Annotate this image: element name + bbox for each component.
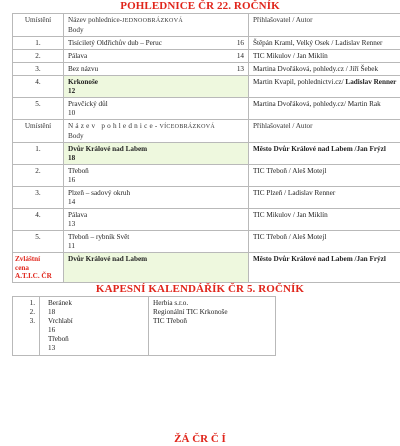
table-row bbox=[13, 231, 400, 253]
row-author: TIC Třeboň / Aleš Motejl bbox=[249, 231, 400, 253]
header-name-label: Název pohlednice- bbox=[68, 16, 122, 24]
row-name bbox=[64, 253, 249, 283]
calendar-name: Třeboň bbox=[48, 335, 144, 344]
table-row-highlighted bbox=[13, 76, 400, 98]
row-name bbox=[64, 231, 249, 253]
calendar-results-table bbox=[12, 296, 276, 356]
table-row bbox=[13, 209, 400, 231]
row-author: TIC Mikulov / Jan Miklín bbox=[249, 209, 400, 231]
heading-cut-off: ŽÁ ČR Č Í bbox=[0, 433, 400, 446]
row-name bbox=[64, 165, 249, 187]
row-score: 14 bbox=[237, 52, 244, 61]
row-score: 18 bbox=[68, 154, 244, 163]
row-score: 16 bbox=[237, 39, 244, 48]
row-author bbox=[249, 143, 400, 165]
calendar-place: 3. bbox=[17, 317, 35, 326]
calendar-score: 18 bbox=[48, 308, 144, 317]
row-score: 16 bbox=[68, 176, 244, 185]
special-label-line: Zvláštní bbox=[15, 255, 59, 264]
row-name-text: Pálava bbox=[68, 211, 87, 219]
row-author: Martina Dvořáková, pohledy.cz/ Martin Rak bbox=[249, 98, 400, 120]
row-place: 1. bbox=[13, 37, 64, 50]
special-label-line: cena bbox=[15, 264, 59, 273]
calendar-name: Beránek bbox=[48, 299, 144, 308]
special-name: Dvůr Králové nad Labem bbox=[68, 255, 147, 263]
row-place: 1. bbox=[13, 143, 64, 165]
row-name-text: Pálava bbox=[68, 52, 87, 60]
row-place: 4. bbox=[13, 76, 64, 98]
postcards-results-table bbox=[12, 13, 400, 283]
row-author-part: Martin Kvapil, pohlednictvi.cz/ bbox=[253, 78, 345, 86]
special-prize-label bbox=[13, 253, 64, 283]
row-name bbox=[64, 187, 249, 209]
special-label-line: A.T.I.C. ČR bbox=[15, 272, 59, 281]
header-name-category: JEDNOOBRÁZKOVÁ bbox=[122, 18, 183, 24]
calendar-score: 16 bbox=[48, 326, 144, 335]
row-name bbox=[64, 98, 249, 120]
header-points: Body bbox=[68, 132, 244, 141]
row-author: Štěpán Kraml, Velký Osek / Ladislav Renner bbox=[249, 37, 400, 50]
row-author-bold: Město Dvůr Králové nad Labem /Jan Frýzl bbox=[253, 145, 386, 153]
special-prize-row bbox=[13, 253, 400, 283]
header-placement: Umístění bbox=[13, 120, 64, 143]
row-name-text: Dvůr Králové nad Labem bbox=[68, 145, 147, 153]
calendar-score: 13 bbox=[48, 344, 144, 353]
table-header-row bbox=[13, 120, 400, 143]
row-score: 11 bbox=[68, 242, 244, 251]
row-name bbox=[64, 37, 249, 50]
row-place: 4. bbox=[13, 209, 64, 231]
table-header-row bbox=[13, 14, 400, 37]
calendar-places bbox=[13, 296, 40, 355]
row-name-text: Pravčický důl bbox=[68, 100, 108, 108]
heading-kalendarik: KAPESNÍ KALENDÁŘÍK ČR 5. ROČNÍK bbox=[0, 283, 400, 296]
row-place: 2. bbox=[13, 165, 64, 187]
calendar-authors bbox=[149, 296, 276, 355]
header-points: Body bbox=[68, 26, 244, 35]
row-name-text: Třeboň bbox=[68, 167, 89, 175]
row-author: TIC Třeboň / Aleš Motejl bbox=[249, 165, 400, 187]
row-place: 2. bbox=[13, 50, 64, 63]
row-place: 5. bbox=[13, 231, 64, 253]
row-score: 10 bbox=[68, 109, 244, 118]
row-author: TIC Plzeň / Ladislav Renner bbox=[249, 187, 400, 209]
row-name-text: Bez názvu bbox=[68, 65, 98, 73]
table-row bbox=[13, 37, 400, 50]
header-author: Přihlašovatel / Autor bbox=[249, 14, 400, 37]
row-score: 13 bbox=[237, 65, 244, 74]
header-author: Přihlašovatel / Autor bbox=[249, 120, 400, 143]
heading-pohlednice: POHLEDNICE ČR 22. ROČNÍK bbox=[0, 0, 400, 13]
row-score: 14 bbox=[68, 198, 244, 207]
calendar-name: Vrchlabí bbox=[48, 317, 144, 326]
header-name-category: VÍCEOBRÁZKOVÁ bbox=[159, 124, 215, 130]
row-name-text: Třeboň – rybník Svět bbox=[68, 233, 129, 241]
table-row bbox=[13, 98, 400, 120]
row-name bbox=[64, 143, 249, 165]
row-score: 13 bbox=[68, 220, 244, 229]
row-place: 5. bbox=[13, 98, 64, 120]
row-name-text: Krkonoše bbox=[68, 78, 98, 86]
row-name-text: Tisíciletý Oldřichův dub – Peruc bbox=[68, 39, 162, 47]
header-name-label: Název pohlednice- bbox=[68, 122, 159, 130]
table-row bbox=[13, 63, 400, 76]
header-name bbox=[64, 14, 249, 37]
row-author-bold: Ladislav Renner bbox=[345, 78, 396, 86]
row-name bbox=[64, 63, 249, 76]
table-row bbox=[13, 50, 400, 63]
row-name-text: Plzeň – sadový okruh bbox=[68, 189, 130, 197]
table-row-highlighted bbox=[13, 143, 400, 165]
calendar-names bbox=[40, 296, 149, 355]
calendar-place: 2. bbox=[17, 308, 35, 317]
row-score: 12 bbox=[68, 87, 244, 96]
row-author: TIC Mikulov / Jan Miklín bbox=[249, 50, 400, 63]
row-name bbox=[64, 209, 249, 231]
row-name bbox=[64, 76, 249, 98]
row-place: 3. bbox=[13, 63, 64, 76]
calendar-place: 1. bbox=[17, 299, 35, 308]
row-author bbox=[249, 253, 400, 283]
calendar-row bbox=[13, 296, 276, 355]
calendar-author: Herbia s.r.o. bbox=[153, 299, 271, 308]
row-author bbox=[249, 76, 400, 98]
table-row bbox=[13, 165, 400, 187]
row-place: 3. bbox=[13, 187, 64, 209]
row-name bbox=[64, 50, 249, 63]
header-placement: Umístění bbox=[13, 14, 64, 37]
special-author: Město Dvůr Králové nad Labem /Jan Frýzl bbox=[253, 255, 386, 263]
calendar-author: Regionální TIC Krkonoše bbox=[153, 308, 271, 317]
row-author: Martina Dvořáková, pohledy.cz / Jiří Šebek bbox=[249, 63, 400, 76]
table-row bbox=[13, 187, 400, 209]
header-name bbox=[64, 120, 249, 143]
calendar-author: TIC Třeboň bbox=[153, 317, 271, 326]
